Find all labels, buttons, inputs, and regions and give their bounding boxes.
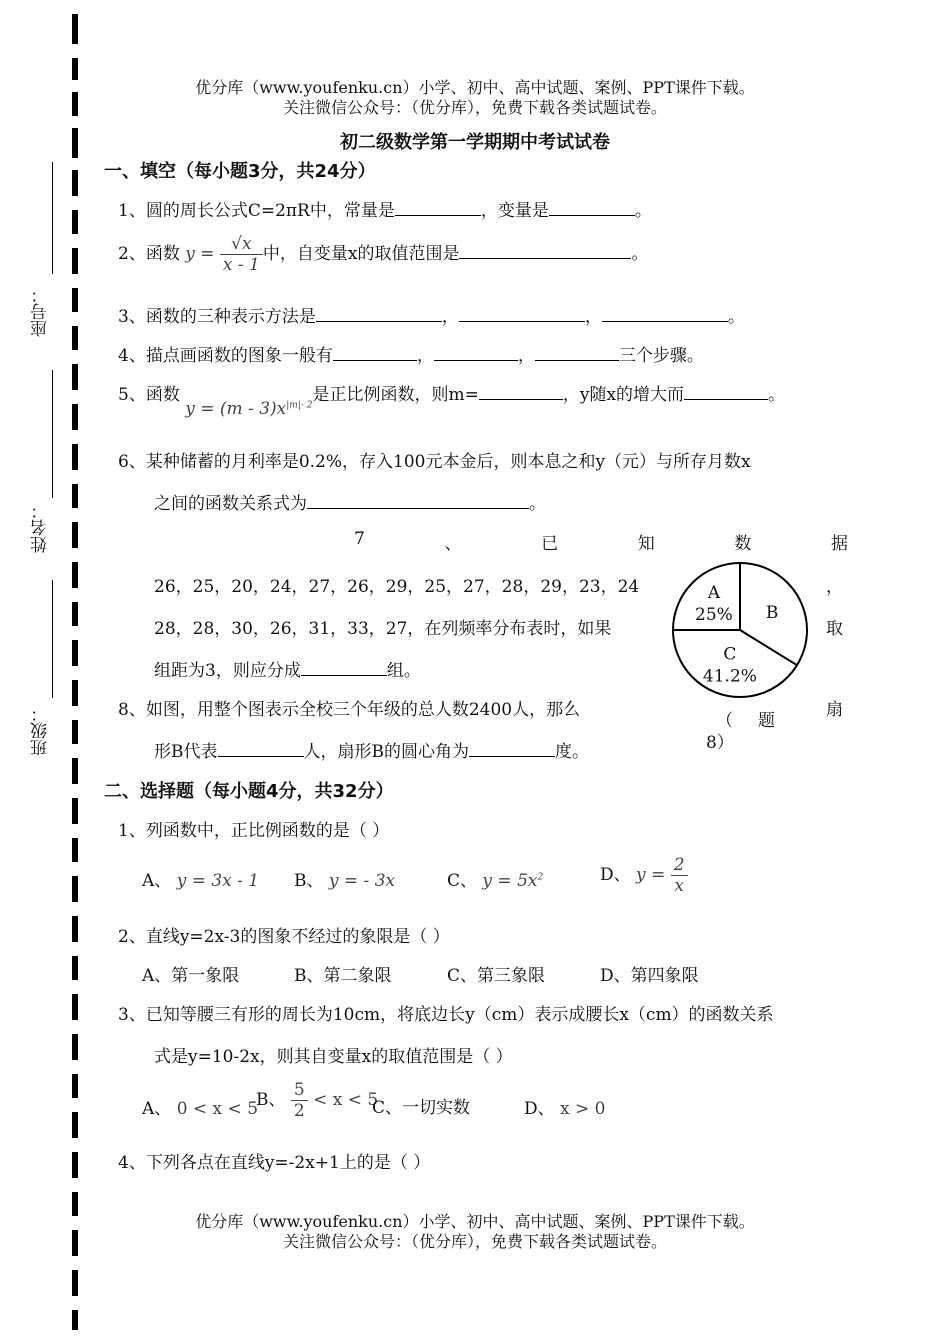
option-2-2-b[interactable]: B、第二象限 — [294, 966, 392, 986]
fraction-numerator: 2 — [671, 855, 688, 876]
page-title: 初二级数学第一学期期中考试试卷 — [340, 132, 610, 153]
answer-blank[interactable] — [602, 305, 728, 322]
q1-2-fraction — [220, 234, 263, 275]
answer-blank[interactable] — [395, 199, 481, 216]
option-2-3-a[interactable] — [142, 1094, 258, 1119]
question-1-7-line-4 — [154, 656, 421, 681]
question-1-2 — [118, 234, 648, 275]
option-label: A、 — [142, 1099, 172, 1119]
option-2-1-d[interactable] — [600, 855, 688, 896]
q1-1-text-2: ，变量是 — [480, 201, 549, 221]
question-1-3 — [118, 302, 745, 327]
pie-label-c: C — [723, 644, 737, 665]
question-2-1-stem: 1、列函数中，正比例函数的是（ ） — [118, 821, 390, 841]
answer-blank[interactable] — [333, 344, 417, 361]
question-1-7-line-2: 26，25，20，24，27，26，29，25，27，28，29，23，24 — [154, 577, 640, 597]
fraction-denominator: x - 1 — [222, 255, 260, 275]
footer-line-1: 优分库（www.youfenku.cn）小学、初中、高中试题、案例、PPT课件下载。 — [195, 1212, 755, 1231]
header-line-2: 关注微信公众号：（优分库），免费下载各类试题试卷。 — [282, 98, 667, 117]
q1-7-char: 7 — [354, 529, 365, 549]
answer-blank[interactable] — [434, 344, 518, 361]
q1-6-text: 之间的函数关系式为 — [154, 494, 307, 514]
q1-5-text: 5、函数 — [118, 385, 180, 405]
q1-5-exponent: |m|- 2 — [286, 400, 313, 411]
answer-blank[interactable] — [459, 242, 631, 259]
footer-line-2: 关注微信公众号：（优分库），免费下载各类试题试卷。 — [282, 1232, 667, 1251]
option-2-3-d[interactable] — [524, 1094, 606, 1119]
option-2-3-b[interactable] — [256, 1080, 378, 1121]
q1-1-text: 1、圆的周长公式C=2πR中，常量是 — [118, 201, 395, 221]
fraction-numerator: 5 — [291, 1080, 308, 1101]
pie-label-b: B — [765, 603, 779, 624]
question-1-7-line-3-end: 取 — [826, 619, 843, 639]
pie-label-a: A — [707, 582, 721, 603]
q1-7-char: 知 — [637, 534, 655, 554]
question-1-8-line-1-end: 扇 — [826, 700, 843, 720]
option-math: < x < 5 — [313, 1090, 379, 1110]
question-2-2-stem: 2、直线y=2x-3的图象不经过的象限是（ ） — [118, 927, 450, 947]
class-label: 班级： — [31, 705, 51, 757]
option-2-1-c[interactable] — [447, 866, 543, 891]
seat-label: 座号： — [31, 286, 51, 338]
q1-2-text: 2、函数 — [118, 244, 180, 264]
option-2-1-a[interactable] — [142, 866, 259, 891]
fraction-denominator: 2 — [293, 1101, 305, 1121]
q1-7-char: 据 — [830, 534, 848, 554]
q1-3-text: 3、函数的三种表示方法是 — [118, 307, 316, 327]
option-2-2-a[interactable]: A、第一象限 — [142, 966, 240, 986]
q1-3-end: 。 — [727, 307, 745, 327]
q1-8-text: 形B代表 — [154, 742, 218, 762]
figure-caption-open: （ — [716, 711, 733, 731]
answer-blank[interactable] — [535, 344, 619, 361]
q1-8-end: 度。 — [555, 742, 589, 762]
question-1-4 — [118, 341, 704, 366]
option-2-2-d[interactable]: D、第四象限 — [600, 966, 699, 986]
header-line-1: 优分库（www.youfenku.cn）小学、初中、高中试题、案例、PPT课件下载。 — [195, 78, 755, 97]
option-2-2-c[interactable]: C、第三象限 — [447, 966, 546, 986]
option-math: y = — [636, 865, 666, 885]
q1-7-char: 数 — [734, 534, 752, 554]
option-2-1-b[interactable] — [294, 866, 395, 891]
option-math: 0 < x < 5 — [176, 1099, 259, 1119]
question-1-6-line-1: 6、某种储蓄的月利率是0.2%，存入100元本金后，则本息之和y（元）与所存月数x — [118, 452, 751, 472]
q1-8-text-2: 人，扇形B的圆心角为 — [303, 742, 469, 762]
q1-5-text-2: 是正比例函数，则m= — [312, 385, 479, 405]
pie-chart — [664, 556, 820, 706]
section-2-heading: 二、选择题（每小题4分，共32分） — [104, 781, 394, 802]
q1-5-text-3: ，y随x的增大而 — [562, 385, 685, 405]
option-math: y = - 3x — [328, 871, 396, 891]
option-fraction — [671, 855, 688, 896]
option-label: D、 — [524, 1099, 555, 1119]
question-1-7-line-3: 28，28，30，26，31，33，27，在列频率分布表时，如果 — [154, 619, 612, 639]
class-line — [52, 580, 53, 698]
answer-blank[interactable] — [459, 305, 585, 322]
answer-blank[interactable] — [218, 740, 304, 757]
option-label: B、 — [256, 1090, 286, 1110]
option-label: B、 — [294, 871, 324, 891]
question-1-7-line-1 — [354, 529, 848, 554]
q1-7-char: 、 — [444, 534, 462, 554]
question-2-4-stem: 4、下列各点在直线y=-2x+1上的是（ ） — [118, 1153, 431, 1173]
q1-2-text-2: 中，自变量x的取值范围是 — [262, 244, 460, 264]
question-1-6-line-2 — [154, 489, 546, 514]
q1-2-end: 。 — [631, 244, 649, 264]
question-1-8-line-2 — [154, 737, 589, 762]
option-2-3-c[interactable]: C、一切实数 — [372, 1098, 471, 1118]
q1-5-formula — [185, 399, 312, 419]
answer-blank[interactable] — [684, 383, 768, 400]
q1-5-math: y = (m - 3)x — [185, 399, 287, 419]
option-math: x > 0 — [560, 1099, 606, 1119]
option-exponent: 2 — [537, 872, 544, 883]
separator: ， — [441, 307, 459, 327]
option-label: D、 — [600, 865, 631, 885]
pie-value-c: 41.2% — [702, 666, 757, 687]
question-1-1 — [118, 196, 652, 221]
question-1-7-line-2-end: ， — [826, 577, 843, 597]
q1-7-end: 组。 — [386, 661, 421, 681]
figure-caption-word: 题 — [758, 711, 775, 731]
separator: ， — [584, 307, 602, 327]
separator: ， — [517, 346, 535, 366]
answer-blank[interactable] — [307, 492, 529, 509]
name-line — [52, 370, 53, 498]
q1-4-end: 三个步骤。 — [618, 346, 704, 366]
answer-blank[interactable] — [549, 199, 635, 216]
question-2-3-line-2: 式是y=10-2x，则其自变量x的取值范围是（ ） — [154, 1047, 513, 1067]
option-label: A、 — [142, 871, 172, 891]
name-label: 姓名： — [31, 502, 51, 554]
option-fraction — [291, 1080, 308, 1121]
answer-blank[interactable] — [301, 659, 387, 676]
q1-4-text: 4、描点画函数的图象一般有 — [118, 346, 333, 366]
pie-value-a: 25% — [695, 604, 733, 625]
answer-blank[interactable] — [479, 383, 563, 400]
q1-6-end: 。 — [529, 494, 546, 514]
q1-7-char: 已 — [541, 534, 559, 554]
seat-line — [52, 162, 53, 274]
fraction-denominator: x — [674, 876, 684, 896]
figure-caption-number: 8） — [706, 733, 734, 753]
q1-2-math-y: y = — [185, 244, 215, 264]
separator: ， — [416, 346, 434, 366]
pie-slice-boundary-c — [740, 630, 797, 665]
question-2-3-line-1: 3、已知等腰三有形的周长为10cm，将底边长y（cm）表示成腰长x（cm）的函数关系 — [118, 1005, 774, 1025]
question-1-8-line-1: 8、如图，用整个图表示全校三个年级的总人数2400人，那么 — [118, 700, 581, 720]
answer-blank[interactable] — [316, 305, 442, 322]
q1-1-end: 。 — [634, 201, 652, 221]
q1-7-text: 组距为3，则应分成 — [154, 661, 301, 681]
section-1-heading: 一、填空（每小题3分，共24分） — [104, 161, 376, 182]
answer-blank[interactable] — [469, 740, 555, 757]
option-math: y = 5x — [482, 871, 538, 891]
q1-5-end: 。 — [768, 385, 786, 405]
fraction-numerator: √x — [220, 234, 263, 255]
option-label: C、 — [447, 871, 478, 891]
option-math: y = 3x - 1 — [176, 871, 260, 891]
question-1-5 — [118, 380, 786, 419]
